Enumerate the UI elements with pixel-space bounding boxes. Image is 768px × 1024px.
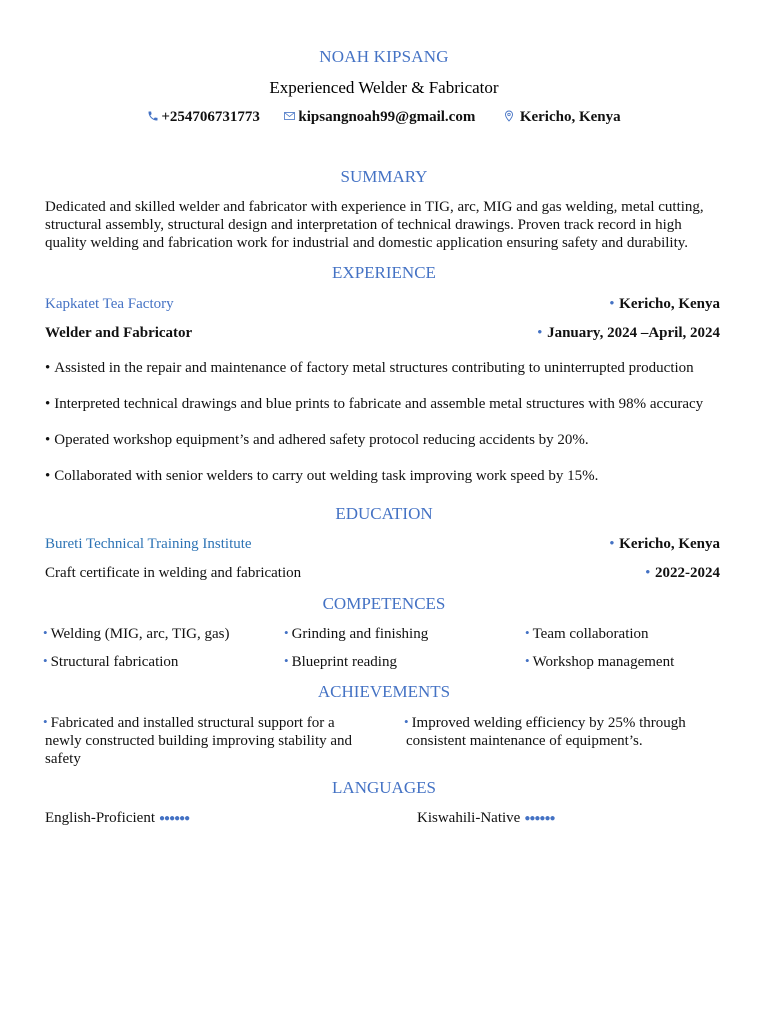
achievement-item: [406, 714, 736, 750]
achievement-line: safety: [45, 751, 81, 767]
experience-company: Kapkatet Tea Factory: [45, 296, 174, 312]
bullet-icon: •: [45, 468, 51, 484]
bullet-icon: •: [404, 714, 409, 729]
summary-text: [45, 198, 735, 252]
phone-text: +254706731773: [161, 109, 260, 125]
experience-bullet: [45, 467, 598, 485]
achievement-line: [45, 714, 375, 732]
experience-bullet: [45, 395, 703, 413]
phone-icon: [147, 110, 159, 122]
bullet-icon: •: [525, 653, 530, 668]
headline: Experienced Welder & Fabricator: [269, 78, 499, 97]
bullet-icon: •: [284, 653, 289, 668]
experience-bullet: [45, 359, 694, 377]
education-program: Craft certificate in welding and fabrication: [45, 565, 302, 581]
experience-dates: [538, 324, 721, 342]
contact-line: [0, 109, 768, 126]
competence-text: Structural fabrication: [50, 654, 179, 670]
competence-text: Grinding and finishing: [291, 626, 429, 642]
location-text: Kericho, Kenya: [519, 109, 621, 125]
achievements-title: ACHIEVEMENTS: [317, 682, 451, 701]
competence-text: Team collaboration: [532, 626, 649, 642]
competence-item: [525, 653, 674, 671]
language-item: [417, 809, 555, 829]
experience-location: [610, 295, 720, 313]
experience-bullet-text: Interpreted technical drawings and blue prints to fabricate and assemble metal structures with 98% accuracy: [54, 396, 704, 412]
language-item: [45, 809, 189, 829]
contact-email[interactable]: [283, 109, 475, 126]
experience-role: Welder and Fabricator: [45, 325, 193, 341]
education-school: Bureti Technical Training Institute: [45, 536, 252, 552]
bullet-icon: •: [525, 625, 530, 640]
contact-phone[interactable]: [147, 109, 260, 126]
languages-title: LANGUAGES: [332, 778, 436, 797]
bullet-icon: •: [609, 535, 615, 550]
experience-bullet-text: Assisted in the repair and maintenance of factory metal structures contributing to uninterrupted production: [54, 360, 694, 376]
bullet-icon: •: [45, 432, 51, 448]
proficiency-dots: ●●●●●●: [524, 813, 555, 824]
bullet-icon: •: [45, 396, 51, 412]
education-dates-text: 2022-2024: [655, 565, 720, 581]
competences-title: COMPETENCES: [322, 594, 446, 613]
experience-title: EXPERIENCE: [332, 263, 436, 282]
experience-bullet: [45, 431, 589, 449]
bullet-icon: •: [645, 564, 650, 579]
experience-bullet-text: Operated workshop equipment’s and adhered safety protocol reducing accidents by 20%.: [54, 432, 589, 448]
achievement-text: Fabricated and installed structural support for a: [50, 715, 335, 731]
bullet-icon: •: [609, 295, 615, 310]
map-pin-icon: [503, 110, 515, 122]
education-location: [610, 535, 720, 553]
competence-text: Workshop management: [532, 654, 675, 670]
bullet-icon: •: [43, 714, 48, 729]
candidate-name: NOAH KIPSANG: [319, 47, 449, 66]
language-label: English-Proficient: [45, 810, 155, 826]
education-dates: [645, 564, 720, 582]
bullet-icon: •: [537, 324, 543, 339]
summary-line: quality welding and fabrication work for industrial and domestic application ensuring safety and durability.: [45, 235, 689, 251]
proficiency-dots: ●●●●●●: [158, 813, 190, 824]
achievement-item: [45, 714, 375, 768]
language-label: Kiswahili-Native: [417, 810, 521, 826]
achievement-text: Improved welding efficiency by 25% through: [411, 715, 686, 731]
competence-item: [43, 653, 178, 671]
competence-item: [284, 625, 428, 643]
competence-item: [43, 625, 229, 643]
experience-bullet-text: Collaborated with senior welders to carry out welding task improving work speed by 15%.: [54, 468, 599, 484]
bullet-icon: •: [43, 625, 48, 640]
bullet-icon: •: [43, 653, 48, 668]
competence-text: Welding (MIG, arc, TIG, gas): [50, 626, 230, 642]
education-location-text: Kericho, Kenya: [619, 536, 720, 552]
envelope-icon: [283, 110, 296, 122]
achievement-line: newly constructed building improving stability and: [45, 733, 353, 749]
bullet-icon: •: [284, 625, 289, 640]
summary-title: SUMMARY: [340, 167, 428, 186]
achievement-line: consistent maintenance of equipment’s.: [406, 733, 643, 749]
experience-dates-text: January, 2024 –April, 2024: [547, 325, 720, 341]
competence-item: [525, 625, 649, 643]
summary-line: structural assembly, structural design and interpretation of technical drawings. Proven track record in high: [45, 217, 682, 233]
education-title: EDUCATION: [335, 504, 433, 523]
email-text: kipsangnoah99@gmail.com: [298, 109, 476, 125]
experience-location-text: Kericho, Kenya: [619, 296, 720, 312]
summary-line: Dedicated and skilled welder and fabricator with experience in TIG, arc, MIG and gas welding, metal cutting,: [45, 199, 704, 215]
competence-text: Blueprint reading: [291, 654, 397, 670]
bullet-icon: •: [45, 360, 51, 376]
contact-location: [503, 109, 621, 126]
achievement-line: [406, 714, 736, 732]
competence-item: [284, 653, 397, 671]
